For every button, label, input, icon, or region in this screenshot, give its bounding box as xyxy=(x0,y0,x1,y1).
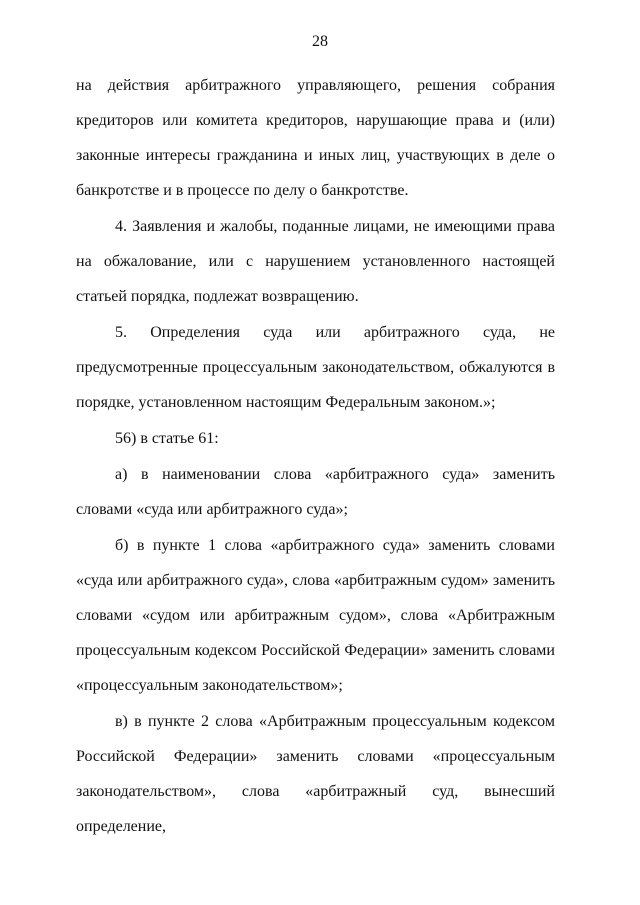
paragraph-item-4: 4. Заявления и жалобы, поданные лицами, не имеющими права на обжалование, или с нарушением установленного настоящей статьей порядка, подлежат возвращению. xyxy=(76,218,555,305)
paragraph-continuation: на действия арбитражного управляющего, решения собрания кредиторов или комитета кредиторов, нарушающие права и (или) законные интересы гражданина и иных лиц, участвующих в деле о банкротстве и в процессе по делу о банкротстве. xyxy=(76,77,555,199)
page-number: 28 xyxy=(312,33,328,50)
paragraph-subitem-b: б) в пункте 1 слова «арбитражного суда» заменить словами «суда или арбитражного суда», слова «арбитражным судом» заменить словами «судом или арбитражным судом», слова «Арбитражным процессуальным кодексом Российской Федерации» заменить словами «процессуальным законодательством»; xyxy=(76,537,555,694)
document-body xyxy=(76,68,555,844)
paragraph-item-56: 56) в статье 61: xyxy=(115,430,219,447)
paragraph-item-5: 5. Определения суда или арбитражного суда, не предусмотренные процессуальным законодательством, обжалуются в порядке, установленном настоящим Федеральным законом.»; xyxy=(76,324,555,411)
paragraph-subitem-v: в) в пункте 2 слова «Арбитражным процессуальным кодексом Российской Федерации» заменить словами «процессуальным законодательством», слова «арбитражный суд, вынесший определение, xyxy=(76,713,555,835)
paragraph-subitem-a: а) в наименовании слова «арбитражного суда» заменить словами «суда или арбитражного суда»; xyxy=(76,466,555,518)
